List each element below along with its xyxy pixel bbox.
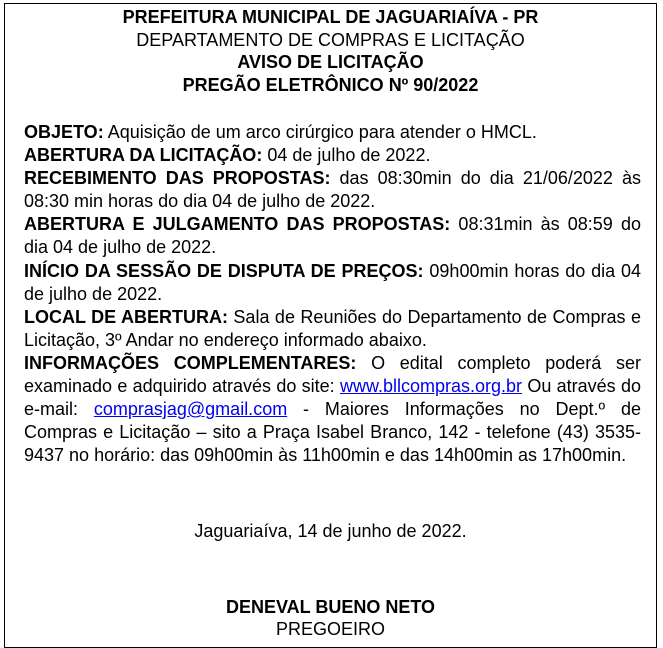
- section-text: das 08:30min do dia 21/06/2022 às 08:30 min horas do dia 04 de julho de 2022.: [24, 168, 641, 212]
- department-title: DEPARTAMENTO DE COMPRAS E LICITAÇÃO: [136, 29, 525, 50]
- section-label: INFORMAÇÕES COMPLEMENTARES:: [24, 352, 357, 373]
- signer-role: PREGOEIRO: [275, 619, 386, 639]
- section-recebimento: [24, 167, 641, 213]
- municipality-title: PREFEITURA MUNICIPAL DE JAGUARIAÍVA - PR: [122, 7, 539, 27]
- section-informacoes: [24, 352, 641, 467]
- section-label: RECEBIMENTO DAS PROPOSTAS:: [24, 168, 331, 189]
- section-label: LOCAL DE ABERTURA:: [24, 306, 228, 327]
- section-text: 04 de julho de 2022.: [262, 145, 431, 166]
- notice-header: [4, 6, 657, 96]
- signer-name: DENEVAL BUENO NETO: [225, 597, 436, 617]
- section-inicio: [24, 260, 641, 306]
- date-line: Jaguariaíva, 14 de junho de 2022.: [194, 521, 467, 541]
- section-text: 08:31min às 08:59 do dia 04 de julho de 2022.: [24, 214, 641, 258]
- auction-number: PREGÃO ELETRÔNICO Nº 90/2022: [182, 74, 479, 95]
- section-local: [24, 306, 641, 352]
- email-link[interactable]: comprasjag@gmail.com: [93, 399, 288, 420]
- section-label: ABERTURA E JULGAMENTO DAS PROPOSTAS:: [24, 214, 451, 235]
- signature-block: [4, 596, 657, 640]
- section-julgamento: [24, 213, 641, 259]
- section-objeto: [24, 121, 641, 144]
- section-text: - Maiores Informações no Dept.º de Compras e Licitação – sito a Praça Isabel Branco, 142 - telefone (43) 3535-9437 no horário: das 09h00min às 11h00min e das 14h00min as 17h00min.: [24, 399, 641, 466]
- section-label: ABERTURA DA LICITAÇÃO:: [24, 145, 263, 166]
- website-link[interactable]: www.bllcompras.org.br: [339, 376, 523, 397]
- section-text: Aquisição de um arco cirúrgico para atender o HMCL.: [103, 122, 537, 142]
- section-text: Sala de Reuniões do Departamento de Compras e Licitação, 3º Andar no endereço informado abaixo.: [24, 306, 641, 350]
- section-label: OBJETO:: [24, 122, 104, 142]
- section-text: Ou através do e-mail:: [24, 376, 641, 420]
- notice-body: [24, 121, 641, 467]
- section-abertura: [24, 144, 641, 167]
- notice-title: AVISO DE LICITAÇÃO: [237, 52, 424, 72]
- section-text: O edital completo poderá ser examinado e adquirido através do site:: [24, 352, 641, 397]
- section-label: INÍCIO DA SESSÃO DE DISPUTA DE PREÇOS:: [24, 260, 424, 281]
- section-text: 09h00min horas do dia 04 de julho de 2022.: [24, 260, 641, 304]
